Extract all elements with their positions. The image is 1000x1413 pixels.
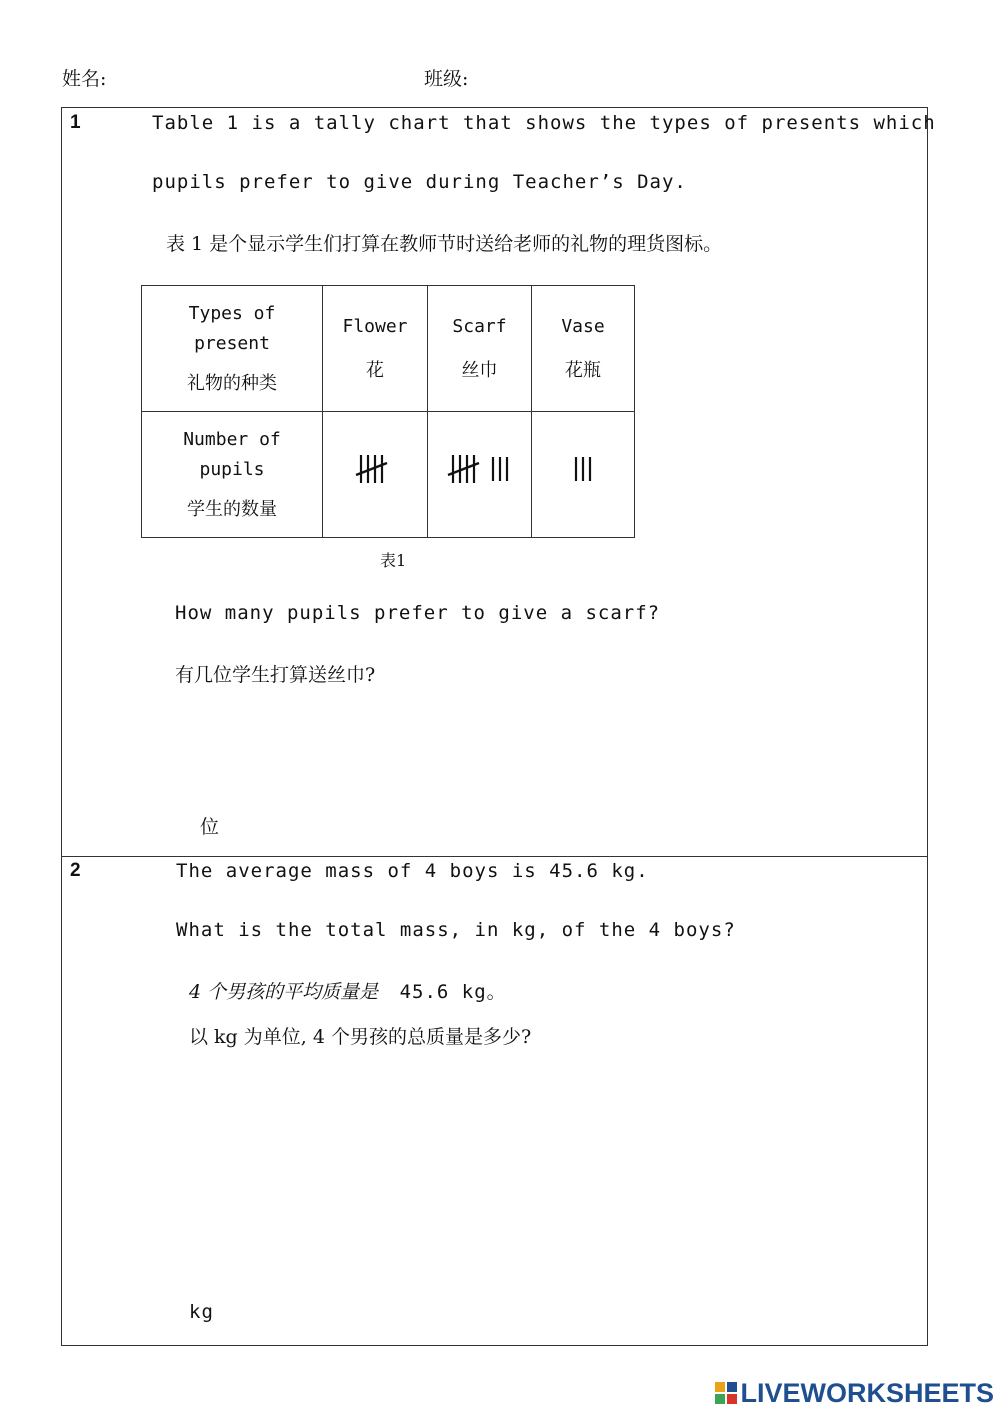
tally-cell-flower <box>323 412 428 538</box>
table-caption: 表1 <box>380 551 407 570</box>
liveworksheets-logo <box>714 1378 994 1409</box>
question-2-chinese-line-1-value: 45.6 kg。 <box>399 981 507 1003</box>
col-vase <box>532 286 635 412</box>
question-2-number: 2 <box>70 860 81 881</box>
question-2-text-line-1: The average mass of 4 boys is 45.6 kg. <box>176 860 649 882</box>
tally-cell-scarf <box>428 412 532 538</box>
row-header-types <box>142 286 323 412</box>
row-header-number-en2: pupils <box>199 458 265 480</box>
question-1-text-line-2: pupils prefer to give during Teacher’s Day. <box>152 171 687 193</box>
liveworksheets-logo-text: LIVEWORKSHEETS <box>740 1378 994 1408</box>
class-label: 班级: <box>424 68 469 90</box>
liveworksheets-logo-icon <box>714 1381 738 1405</box>
row-header-number-cn: 学生的数量 <box>187 498 277 520</box>
tally-cell-vase <box>532 412 635 538</box>
question-2-answer-unit: kg <box>189 1301 214 1323</box>
row-header-types-cn: 礼物的种类 <box>187 372 277 394</box>
col-flower-en: Flower <box>342 315 408 337</box>
row-header-types-en1: Types of <box>188 302 276 324</box>
question-2-chinese-line-2: 以 kg 为单位, 4 个男孩的总质量是多少? <box>189 1026 532 1048</box>
question-1-prompt-en: How many pupils prefer to give a scarf? <box>175 602 661 624</box>
question-2-chinese-line-1 <box>189 977 507 1004</box>
row-header-number-en1: Number of <box>183 428 281 450</box>
row-header-types-en2: present <box>194 332 270 354</box>
col-scarf-en: Scarf <box>452 315 507 337</box>
question-1-number: 1 <box>70 112 81 133</box>
col-vase-en: Vase <box>561 315 605 337</box>
name-label: 姓名: <box>62 68 107 90</box>
col-vase-cn: 花瓶 <box>565 359 601 381</box>
question-2-text-line-2: What is the total mass, in kg, of the 4 boys? <box>176 919 736 941</box>
tally-marks-flower <box>325 449 425 489</box>
col-flower <box>323 286 428 412</box>
col-scarf <box>428 286 532 412</box>
question-1-text-line-1: Table 1 is a tally chart that shows the types of presents which <box>152 112 936 134</box>
col-scarf-cn: 丝巾 <box>461 359 498 381</box>
question-1-prompt-cn: 有几位学生打算送丝巾? <box>175 664 376 686</box>
question-2-chinese-line-1-text: 4 个男孩的平均质量是 <box>189 981 379 1003</box>
tally-table <box>141 285 635 538</box>
row-header-number <box>142 412 323 538</box>
question-1-answer-unit: 位 <box>200 816 220 838</box>
tally-marks-scarf <box>430 449 530 489</box>
col-flower-cn: 花 <box>366 359 384 381</box>
question-1-chinese-intro: 表 1 是个显示学生们打算在教师节时送给老师的礼物的理货图标。 <box>166 233 723 255</box>
tally-marks-vase <box>533 449 633 489</box>
